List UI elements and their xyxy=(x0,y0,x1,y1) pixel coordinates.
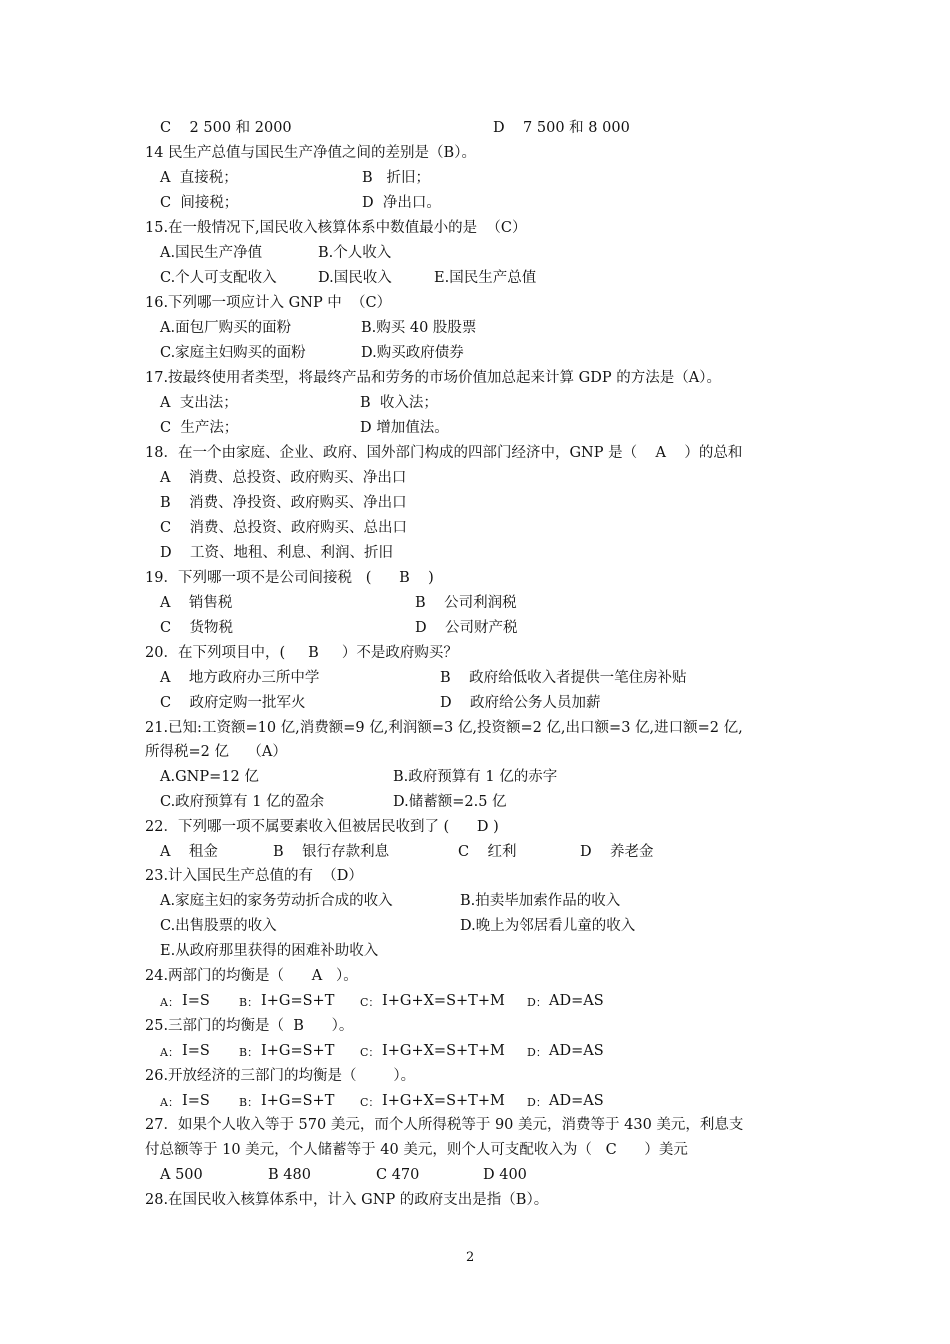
q24-option-d-label: D： xyxy=(527,996,547,1009)
q20-option-d: D 政府给公务人员加薪 xyxy=(440,695,601,711)
q21-option-a: A.GNP=12 亿 xyxy=(160,769,259,785)
q26-option-a-label: A： xyxy=(160,1096,179,1109)
q17-option-c: C 生产法； xyxy=(160,420,239,436)
q22-option-d: D 养老金 xyxy=(580,844,654,860)
q27-option-c: C 470 xyxy=(376,1167,420,1183)
q18-option-c: C 消费、总投资、政府购买、总出口 xyxy=(160,520,408,536)
q26-option-b: I+G=S+T xyxy=(261,1093,335,1109)
q27-stem-line-2: 付总额等于 10 美元，个人储蓄等于 40 美元，则个人可支配收入为（ C ）美元 xyxy=(145,1142,688,1158)
q21-stem-line-1: 21.已知:工资额=10 亿,消费额=9 亿,利润额=3 亿,投资额=2 亿,出口额=3 亿,进口额=2 亿, xyxy=(145,720,743,736)
q15-option-e: E.国民生产总值 xyxy=(434,270,537,286)
q24-option-a: I=S xyxy=(182,993,210,1009)
q21-stem-line-2: 所得税=2 亿 （A） xyxy=(145,744,287,760)
q27-stem-line-1: 27．如果个人收入等于 570 美元，而个人所得税等于 90 美元，消费等于 430 美元，利息支 xyxy=(145,1117,744,1133)
q14-option-c: C 间接税； xyxy=(160,195,239,211)
q18-option-b: B 消费、净投资、政府购买、净出口 xyxy=(160,495,407,511)
q19-option-b: B 公司利润税 xyxy=(415,595,517,611)
q26-option-b-label: B： xyxy=(239,1096,259,1109)
q21-option-b: B.政府预算有 1 亿的赤字 xyxy=(393,769,558,785)
q20-option-b: B 政府给低收入者提供一笔住房补贴 xyxy=(440,670,687,686)
q16-option-a: A.面包厂购买的面粉 xyxy=(160,320,292,336)
q19-option-a: A 销售税 xyxy=(160,595,233,611)
q26-option-d: AD=AS xyxy=(549,1093,604,1109)
q17-stem: 17.按最终使用者类型，将最终产品和劳务的市场价值加总起来计算 GDP 的方法是（A）。 xyxy=(145,370,721,386)
q25-stem: 25.三部门的均衡是（ B ）。 xyxy=(145,1018,354,1034)
q14-option-b: B 折旧； xyxy=(362,170,430,186)
q17-option-a: A 支出法； xyxy=(160,395,238,411)
q19-stem: 19．下列哪一项不是公司间接税 ( B ) xyxy=(145,570,434,586)
page-number: 2 xyxy=(466,1250,475,1265)
q25-option-c: I+G+X=S+T+M xyxy=(382,1043,505,1059)
q22-stem: 22．下列哪一项不属要素收入但被居民收到了 ( D ) xyxy=(145,819,499,835)
q15-option-a: A.国民生产净值 xyxy=(160,245,263,261)
q15-option-b: B.个人收入 xyxy=(318,245,392,261)
q15-option-c: C.个人可支配收入 xyxy=(160,270,277,286)
q19-option-d: D 公司财产税 xyxy=(415,620,518,636)
q22-option-c: C 红利 xyxy=(458,844,517,860)
q14-stem: 14 民生产总值与国民生产净值之间的差别是（B）。 xyxy=(145,145,476,161)
q24-stem: 24.两部门的均衡是（ A ）。 xyxy=(145,968,358,984)
q27-option-a: A 500 xyxy=(160,1167,203,1183)
q19-option-c: C 货物税 xyxy=(160,620,234,636)
q16-option-b: B.购买 40 股股票 xyxy=(361,320,477,336)
q27-option-d: D 400 xyxy=(483,1167,527,1183)
q16-option-d: D.购买政府债券 xyxy=(361,345,464,361)
q15-stem: 15.在一般情况下,国民收入核算体系中数值最小的是 （C） xyxy=(145,220,527,236)
q22-option-a: A 租金 xyxy=(160,844,218,860)
q26-option-c: I+G+X=S+T+M xyxy=(382,1093,505,1109)
q23-option-a: A.家庭主妇的家务劳动折合成的收入 xyxy=(160,893,393,909)
q22-option-b: B 银行存款利息 xyxy=(273,844,390,860)
q23-option-e: E.从政府那里获得的困难补助收入 xyxy=(160,943,379,959)
q14-option-a: A 直接税； xyxy=(160,170,238,186)
q25-option-b-label: B： xyxy=(239,1046,259,1059)
q18-stem: 18．在一个由家庭、企业、政府、国外部门构成的四部门经济中，GNP 是（ A ）的总和 xyxy=(145,445,743,461)
q24-option-b-label: B： xyxy=(239,996,259,1009)
q13-option-c: C 2 500 和 2000 xyxy=(160,120,292,136)
q28-stem: 28.在国民收入核算体系中，计入 GNP 的政府支出是指（B）。 xyxy=(145,1192,549,1208)
q23-option-c: C.出售股票的收入 xyxy=(160,918,277,934)
q16-option-c: C.家庭主妇购买的面粉 xyxy=(160,345,306,361)
q24-option-c: I+G+X=S+T+M xyxy=(382,993,505,1009)
q16-stem: 16.下列哪一项应计入 GNP 中 （C） xyxy=(145,295,392,311)
q24-option-a-label: A： xyxy=(160,996,179,1009)
q21-option-c: C.政府预算有 1 亿的盈余 xyxy=(160,794,325,810)
q15-option-d: D.国民收入 xyxy=(318,270,392,286)
q27-option-b: B 480 xyxy=(268,1167,311,1183)
q20-stem: 20．在下列项目中，( B ）不是政府购买？ xyxy=(145,645,458,661)
q18-option-d: D 工资、地租、利息、利润、折旧 xyxy=(160,545,394,561)
q25-option-a: I=S xyxy=(182,1043,210,1059)
q25-option-a-label: A： xyxy=(160,1046,179,1059)
q17-option-d: D 增加值法。 xyxy=(360,420,449,436)
q26-option-d-label: D： xyxy=(527,1096,547,1109)
q20-option-c: C 政府定购一批军火 xyxy=(160,695,306,711)
q24-option-d: AD=AS xyxy=(549,993,604,1009)
q25-option-d: AD=AS xyxy=(549,1043,604,1059)
q25-option-b: I+G=S+T xyxy=(261,1043,335,1059)
q24-option-b: I+G=S+T xyxy=(261,993,335,1009)
q26-stem: 26.开放经济的三部门的均衡是（ ）。 xyxy=(145,1068,416,1084)
q17-option-b: B 收入法； xyxy=(360,395,438,411)
q25-option-c-label: C： xyxy=(360,1046,380,1059)
q23-stem: 23.计入国民生产总值的有 （D） xyxy=(145,868,363,884)
q18-option-a: A 消费、总投资、政府购买、净出口 xyxy=(160,470,407,486)
q24-option-c-label: C： xyxy=(360,996,380,1009)
q14-option-d: D 净出口。 xyxy=(362,195,441,211)
q26-option-a: I=S xyxy=(182,1093,210,1109)
q21-option-d: D.储蓄额=2.5 亿 xyxy=(393,794,507,810)
q23-option-d: D.晚上为邻居看儿童的收入 xyxy=(460,918,636,934)
q13-option-d: D 7 500 和 8 000 xyxy=(493,120,630,136)
q26-option-c-label: C： xyxy=(360,1096,380,1109)
q25-option-d-label: D： xyxy=(527,1046,547,1059)
q20-option-a: A 地方政府办三所中学 xyxy=(160,670,320,686)
q23-option-b: B.拍卖毕加索作品的收入 xyxy=(460,893,621,909)
